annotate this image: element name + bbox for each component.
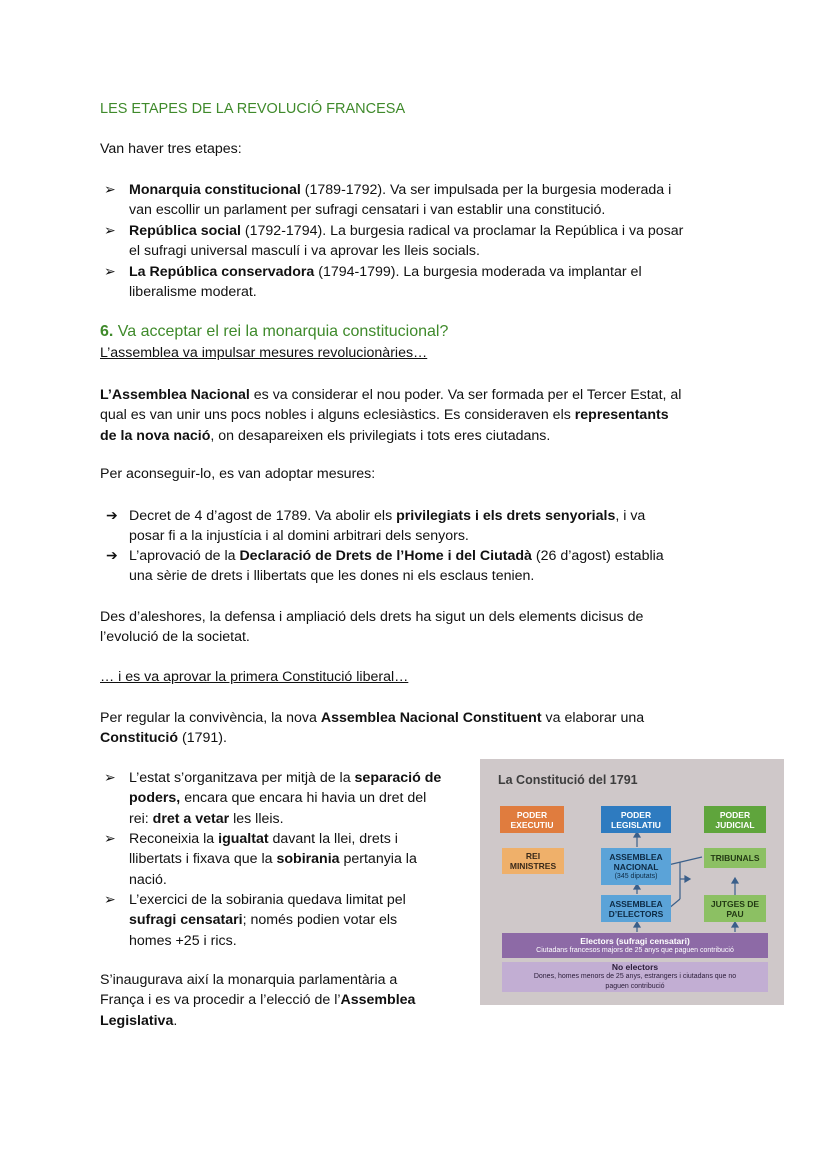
executive-power-box: PODER EXECUTIU <box>500 806 564 833</box>
diagram-title: La Constitució del 1791 <box>498 773 638 787</box>
section-subtitle: L’assemblea va impulsar mesures revolucionàries… <box>100 345 428 361</box>
courts-box: TRIBUNALS <box>704 848 766 868</box>
electors-box: Electors (sufragi censatari) Ciutadans francesos majors de 25 anys que paguen contribució <box>502 933 768 958</box>
bullet-arrow-icon: ➢ <box>104 831 116 847</box>
bullet-arrow-icon: ➔ <box>106 548 118 564</box>
legislative-power-box: PODER LEGISLATIU <box>601 806 671 833</box>
king-ministers-box: REI MINISTRES <box>502 848 564 874</box>
paragraph: Per aconseguir-lo, es van adoptar mesures: <box>100 466 376 482</box>
bullet-arrow-icon: ➢ <box>104 182 116 198</box>
judicial-power-box: PODER JUDICIAL <box>704 806 766 833</box>
bullet-arrow-icon: ➢ <box>104 892 116 908</box>
bullet-arrow-icon: ➢ <box>104 264 116 280</box>
paragraph: S’inaugurava així la monarquia parlamentària a França i es va procedir a l’elecció de l’Assemblea Legislativa. <box>100 972 416 1029</box>
page-title: LES ETAPES DE LA REVOLUCIÓ FRANCESA <box>100 101 406 117</box>
paragraph: L’Assemblea Nacional es va considerar el nou poder. Va ser formada per el Tercer Estat, al qual es van unir uns pocs nobles i alguns eclesiàstics. Es consideraven els representants de la nova nació, on desapareixen els privilegiats i tots eres ciutadans. <box>100 387 682 444</box>
national-assembly-box: ASSEMBLEA NACIONAL (345 diputats) <box>601 848 671 885</box>
intro-text: Van haver tres etapes: <box>100 141 242 157</box>
section-heading: 6. Va acceptar el rei la monarquia constitucional? <box>100 323 449 340</box>
bullet-arrow-icon: ➢ <box>104 223 116 239</box>
non-electors-box: No electors Dones, homes menors de 25 anys, estrangers i ciutadans que no paguen contribució <box>502 962 768 992</box>
paragraph: Per regular la convivència, la nova Assemblea Nacional Constituent va elaborar una Constitució (1791). <box>100 710 645 747</box>
constitution-diagram <box>480 759 784 1005</box>
paragraph: Des d’aleshores, la defensa i ampliació dels drets ha sigut un dels elements dicisus de l’evolució de la societat. <box>100 609 644 646</box>
justices-of-peace-box: JUTGES DE PAU <box>704 895 766 922</box>
section-subtitle: … i es va aprovar la primera Constitució liberal… <box>100 669 409 685</box>
bullet-arrow-icon: ➢ <box>104 770 116 786</box>
bullet-arrow-icon: ➔ <box>106 508 118 524</box>
electors-assembly-box: ASSEMBLEA D’ELECTORS <box>601 895 671 922</box>
